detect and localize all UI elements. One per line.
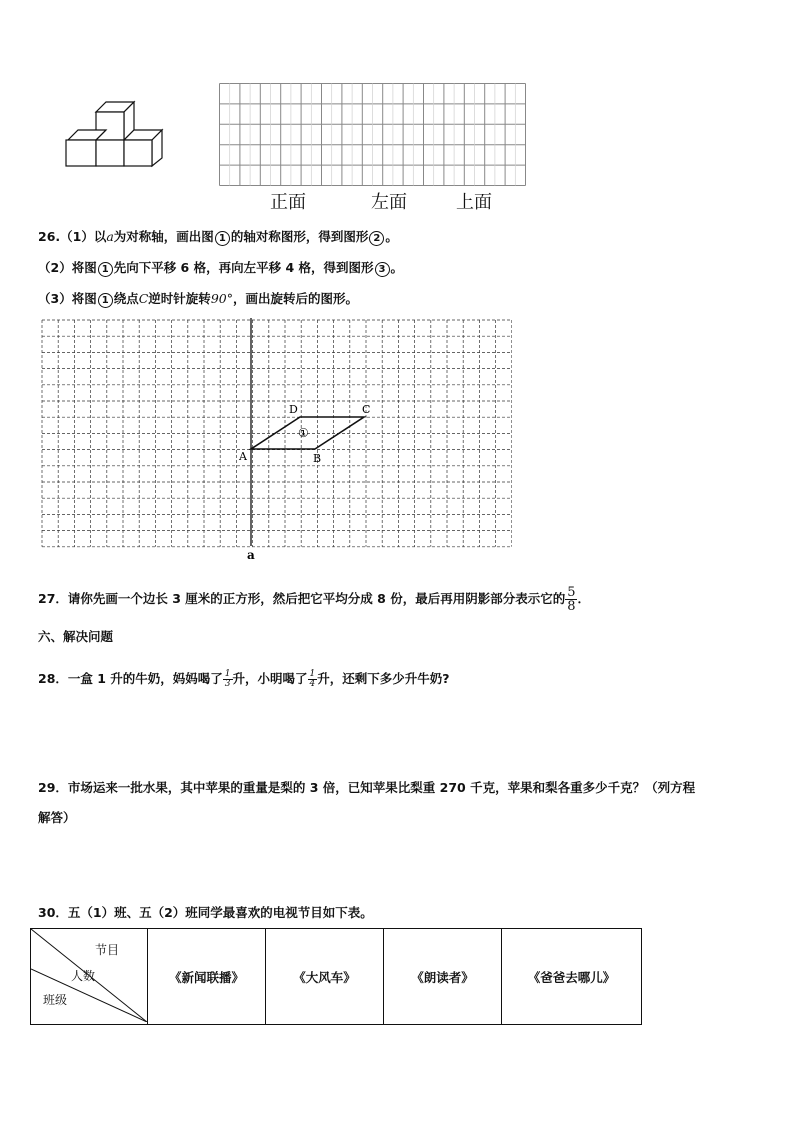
tv-program-table: [30, 928, 642, 1025]
dashed-grid-lines: [42, 320, 512, 547]
column-header-program: 《爸爸去哪儿》: [502, 929, 642, 1025]
figure-3-marker: 3: [375, 262, 390, 277]
fraction-one-quarter: $\frac{1}{4}$: [309, 669, 316, 689]
table-corner-header: [31, 929, 148, 1025]
q29-line2: 解答）: [38, 810, 76, 825]
column-header-program: 《大风车》: [266, 929, 384, 1025]
header-label-class: 班级: [43, 993, 68, 1007]
fraction-one-third: $\frac{1}{3}$: [224, 669, 231, 689]
q26-part3: （3）将图 1 绕点C逆时针旋转90°，画出旋转后的图形。: [38, 291, 358, 306]
vertex-label-d: D: [289, 403, 298, 416]
transformation-grid[interactable]: [40, 318, 512, 566]
q26-part2: （2）将图 1 先向下平移 6 格，再向左平移 4 格，得到图形 3 。: [38, 260, 404, 275]
q26-part1: 26.（1）以a为对称轴，画出图 1 的轴对称图形，得到图形 2 。: [38, 229, 398, 244]
q28-text: 28．一盒 1 升的牛奶，妈妈喝了 $\frac{1}{3}$ 升，小明喝了 $\frac{1}{4}$ 升，还剩下多少升牛奶?: [38, 669, 450, 689]
q29-line1: 29．市场运来一批水果，其中苹果的重量是梨的 3 倍，已知苹果比梨重 270 千克，苹果和梨各重多少千克？（列方程: [38, 780, 696, 795]
column-header-program: 《新闻联播》: [148, 929, 266, 1025]
figure-1-marker: 1: [215, 231, 230, 246]
view-label-top: 上面: [456, 192, 492, 213]
shape-label-1: ①: [298, 426, 309, 440]
table-row: [31, 929, 642, 1025]
figure-1-marker: 1: [98, 293, 113, 308]
axis-label-a: a: [247, 548, 255, 562]
views-drawing-grid[interactable]: [219, 83, 526, 186]
vertex-label-c: C: [362, 403, 371, 416]
cube-stack-figure: [60, 96, 170, 168]
view-label-left: 左面: [371, 192, 407, 213]
vertex-label-b: B: [313, 452, 322, 465]
q30-text: 30．五（1）班、五（2）班同学最喜欢的电视节目如下表。: [38, 905, 373, 920]
vertex-label-a: A: [239, 450, 247, 463]
header-label-count: 人数: [71, 969, 96, 983]
header-label-programs: 节目: [95, 943, 120, 957]
fraction-five-eighths: $\frac{5}{8}$: [567, 585, 576, 614]
section-six-title: 六、解决问题: [38, 629, 114, 644]
view-label-front: 正面: [270, 192, 306, 213]
figure-1-marker: 1: [98, 262, 113, 277]
column-header-program: 《朗读者》: [384, 929, 502, 1025]
q27-text: 27．请你先画一个边长 3 厘米的正方形，然后把它平均分成 8 份，最后再用阴影部分表示它的 $\frac{5}{8}$ ．: [38, 585, 590, 614]
figure-2-marker: 2: [369, 231, 384, 246]
